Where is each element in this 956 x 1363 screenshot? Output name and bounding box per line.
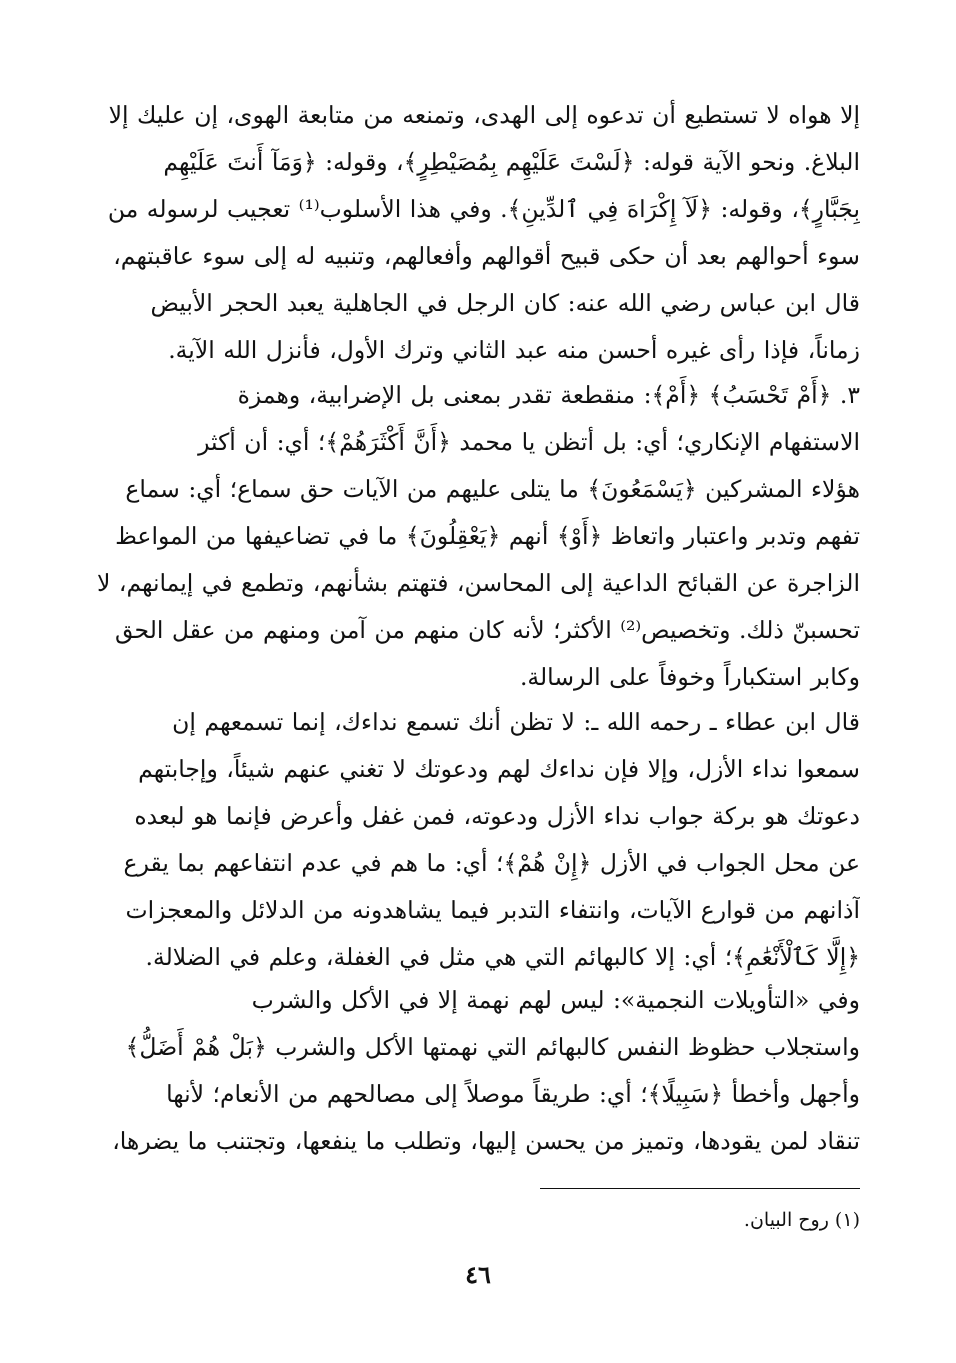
text-line: زماناً، فإذا رأى غيره أحسن منه عبد الثاني وترك الأول، فأنزل الله الآية. <box>168 336 860 364</box>
text-line: الزاجرة عن القبائح الداعية إلى المحاسن، فتهتم بشأنهم، وتطمع في إيمانهم، لا <box>97 569 860 597</box>
text-line: تفهم وتدبر واعتبار واتعاظ ﴿أَوْ﴾ أنهم ﴿يَعْقِلُونَ﴾ ما في تضاعيفها من المواعظ <box>115 522 860 550</box>
text-line: الاستفهام الإنكاري؛ أي: بل أتظن يا محمد ﴿أَنَّ أَكْثَرَهُمْ﴾؛ أي: أن أكثر <box>198 428 860 456</box>
text-line: هؤلاء المشركين ﴿يَسْمَعُونَ﴾ ما يتلى عليهم من الآيات حق سماع؛ أي: سماع <box>125 475 860 503</box>
paragraph-1 <box>96 92 860 374</box>
text-line: بِجَبَّارٍ﴾، وقوله: ﴿لَآ إِكْرَاهَ فِي ٱلدِّينِ﴾. وفي هذا الأسلوب⁽¹⁾ تعجيب لرسوله من <box>107 195 860 223</box>
text-line: دعوتك هو بركة جواب نداء الأزل ودعوته، فمن غفل وأعرض فإنما هو لبعده <box>134 802 860 830</box>
text-line: تحسبنّ ذلك. وتخصيص⁽²⁾ الأكثر؛ لأنه كان منهم من آمن ومنهم من عقل الحق <box>114 616 860 644</box>
text-line: قال ابن عباس رضي الله عنه: كان الرجل في الجاهلية يعبد الحجر الأبيض <box>150 289 860 317</box>
text-line: قال ابن عطاء ـ رحمه الله ـ: لا تظن أنك تسمع نداءك، إنما تسمعهم إن <box>172 708 860 736</box>
text-line: عن محل الجواب في الأزل ﴿إِنْ هُمْ﴾؛ أي: ما هم في عدم انتفاعهم بما يقرع <box>123 849 860 877</box>
text-line: البلاغ. ونحو الآية قوله: ﴿لَسْتَ عَلَيْهِم بِمُصَيْطِرٍ﴾، وقوله: ﴿وَمَآ أَنتَ عَلَيْهِم <box>163 148 860 176</box>
paragraph-2 <box>96 372 860 701</box>
text-line: تنقاد لمن يقودها، وتميز من يحسن إليها، وتطلب ما ينفعها، وتجتنب ما يضرها، <box>112 1127 860 1155</box>
text-line: وأجهل وأخطأ ﴿سَبِيلًا﴾؛ أي: طريقاً موصلاً إلى مصالحهم من الأنعام؛ لأنها <box>166 1080 860 1108</box>
paragraph-3 <box>96 699 860 981</box>
text-line: ﴿إِلَّا كَٱلْأَنْعَٰمِ﴾؛ أي: إلا كالبهائم التي هي مثل في الغفلة، وعلم في الضلالة. <box>145 943 860 971</box>
text-line: إلا هواه لا تستطيع أن تدعوه إلى الهدى، وتمنعه من متابعة الهوى، إن عليك إلا <box>108 101 860 129</box>
text-line: وكابر استكباراً وخوفاً على الرسالة. <box>519 663 860 691</box>
text-line: سمعوا نداء الأزل، وإلا فإن نداءك لهم ودعوتك لا تغني عنهم شيئاً، وإجابتهم <box>138 755 860 783</box>
text-line: آذانهم من قوارع الآيات، وانتفاء التدبر فيما يشاهدونه من الدلائل والمعجزات <box>125 896 860 924</box>
page-number: ٤٦ <box>465 1260 491 1289</box>
text-line: سوء أحوالهم بعد أن حكى قبيح أقوالهم وأفعالهم، وتنبيه له إلى سوء عاقبتهم، <box>113 242 860 270</box>
footnote-separator <box>540 1188 860 1189</box>
footnote: (١) روح البيان. <box>743 1209 860 1231</box>
text-line: واستجلاب حظوظ النفس كالبهائم التي نهمتها الأكل والشرب ﴿بَلْ هُمْ أَضَلُّ﴾ <box>125 1033 860 1061</box>
text-line: ٣. ﴿أَمْ تَحْسَبُ﴾ ﴿أَمْ﴾: منقطعة تقدر بمعنى بل الإضرابية، وهمزة <box>237 381 860 409</box>
text-line: وفي «التأويلات النجمية»: ليس لهم نهمة إلا في الأكل والشرب <box>251 986 860 1014</box>
paragraph-4 <box>96 977 860 1165</box>
